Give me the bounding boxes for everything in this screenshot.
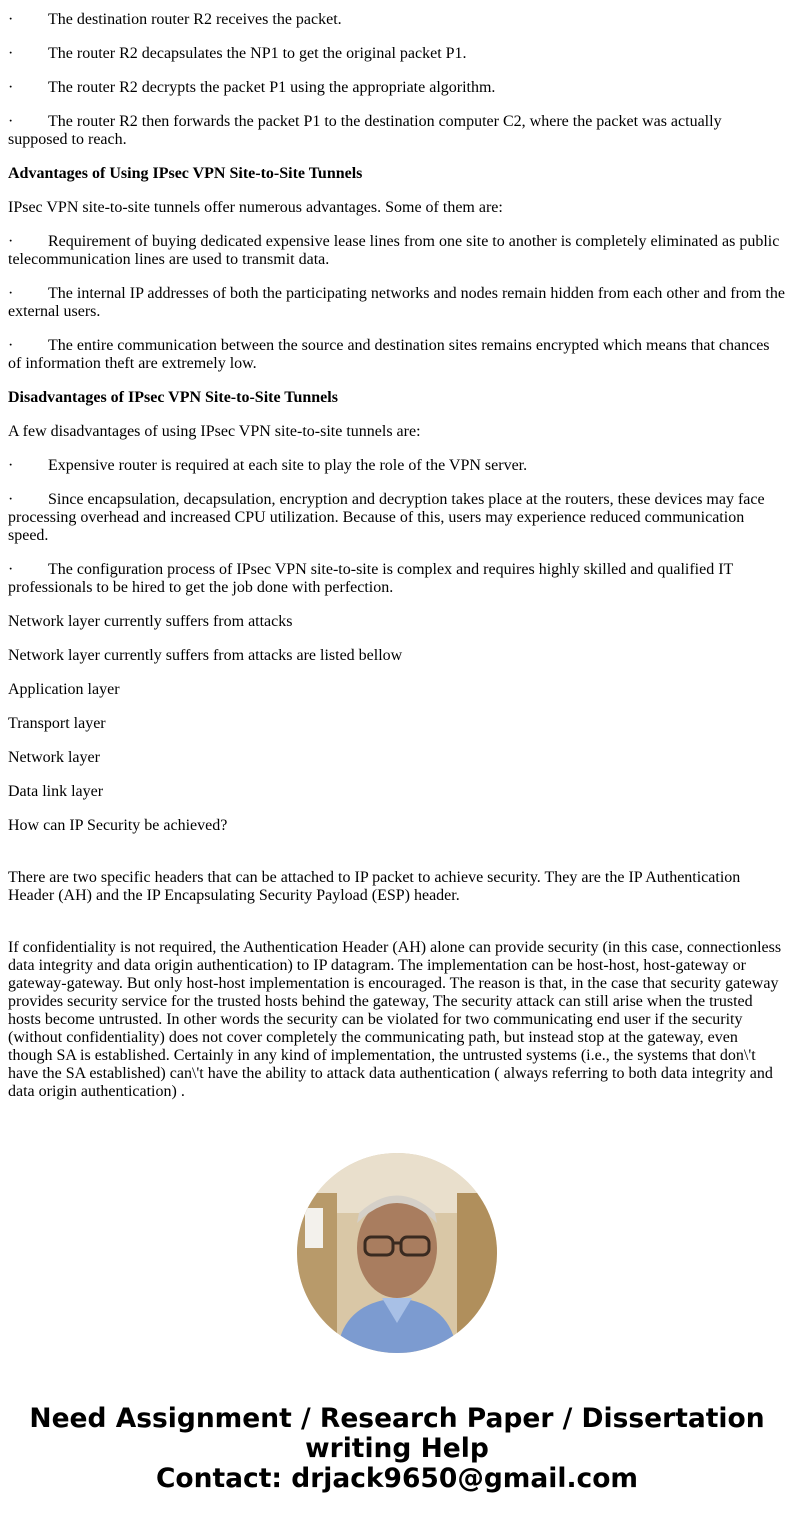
list-item: · The router R2 then forwards the packet P1 to the destination computer C2, where the packet was actually supposed to reach.	[8, 113, 722, 148]
text-line: Network layer currently suffers from attacks	[8, 613, 293, 630]
text-line: Network layer currently suffers from attacks are listed bellow	[8, 647, 403, 664]
list-item: · Expensive router is required at each site to play the role of the VPN server.	[8, 457, 528, 474]
text-line: Network layer	[8, 749, 100, 766]
bullet-mark: ·	[8, 79, 14, 96]
paragraph: There are two specific headers that can be attached to IP packet to achieve security. They are the IP Authentication Header (AH) and the IP Encapsulating Security Payload (ESP) header.	[8, 869, 741, 904]
portrait-photo	[297, 1153, 497, 1353]
article-body	[8, 11, 785, 1117]
list-item: · The entire communication between the source and destination sites remains encrypted which means that chances of information theft are extremely low.	[8, 337, 770, 372]
bullet-mark: ·	[8, 45, 14, 62]
list-item: · The configuration process of IPsec VPN site-to-site is complex and requires highly skilled and qualified IT professionals to be hired to get the job done with perfection.	[8, 561, 734, 596]
spacer	[8, 851, 785, 869]
text-line: How can IP Security be achieved?	[8, 817, 228, 834]
contact-banner	[0, 1404, 794, 1494]
bullet-mark: ·	[8, 337, 14, 354]
spacer	[8, 921, 785, 939]
bullet-mark: ·	[8, 491, 14, 508]
contact-line: Contact: drjack9650@gmail.com	[155, 1463, 639, 1494]
list-item: · The destination router R2 receives the packet.	[8, 11, 342, 28]
cta-line: Need Assignment / Research Paper / Dissertation writing Help	[29, 1403, 765, 1464]
advantages-intro: IPsec VPN site-to-site tunnels offer numerous advantages. Some of them are:	[8, 199, 503, 216]
bullet-mark: ·	[8, 11, 14, 28]
list-item: · The router R2 decapsulates the NP1 to get the original packet P1.	[8, 45, 467, 62]
disadvantages-intro: A few disadvantages of using IPsec VPN site-to-site tunnels are:	[8, 423, 421, 440]
list-item: · Requirement of buying dedicated expensive lease lines from one site to another is completely eliminated as public telecommunication lines are used to transmit data.	[8, 233, 780, 268]
bullet-mark: ·	[8, 113, 14, 130]
bullet-mark: ·	[8, 233, 14, 250]
bullet-mark: ·	[8, 285, 14, 302]
text-line: Transport layer	[8, 715, 106, 732]
text-line: Data link layer	[8, 783, 104, 800]
bullet-mark: ·	[8, 457, 14, 474]
bullet-mark: ·	[8, 561, 14, 578]
disadvantages-heading: Disadvantages of IPsec VPN Site-to-Site Tunnels	[8, 389, 338, 406]
advantages-heading: Advantages of Using IPsec VPN Site-to-Site Tunnels	[8, 165, 363, 182]
list-item: · The internal IP addresses of both the participating networks and nodes remain hidden from each other and from the external users.	[8, 285, 785, 320]
avatar	[297, 1153, 497, 1353]
text-line: Application layer	[8, 681, 120, 698]
list-item: · Since encapsulation, decapsulation, encryption and decryption takes place at the routers, these devices may face processing overhead and increased CPU utilization. Because of this, users may experience reduced communication speed.	[8, 491, 765, 544]
paragraph: If confidentiality is not required, the Authentication Header (AH) alone can provide security (in this case, connectionless data integrity and data origin authentication) to IP datagram. The implementation can be host-host, host-gateway or gateway-gateway. But only host-host implementation is encouraged. The reason is that, in the case that security gateway provides security service for the trusted hosts behind the gateway, The security attack can still arise when the trusted hosts become untrusted. In other words the security can be violated for two communicating end user if the security (without confidentiality) does not cover completely the communicating path, but instead stop at the gateway, even though SA is established. Certainly in any kind of implementation, the untrusted systems (i.e., the systems that don\'t have the SA established) can\'t have the ability to attack data authentication ( always referring to both data integrity and data origin authentication) .	[8, 939, 782, 1100]
list-item: · The router R2 decrypts the packet P1 using the appropriate algorithm.	[8, 79, 496, 96]
